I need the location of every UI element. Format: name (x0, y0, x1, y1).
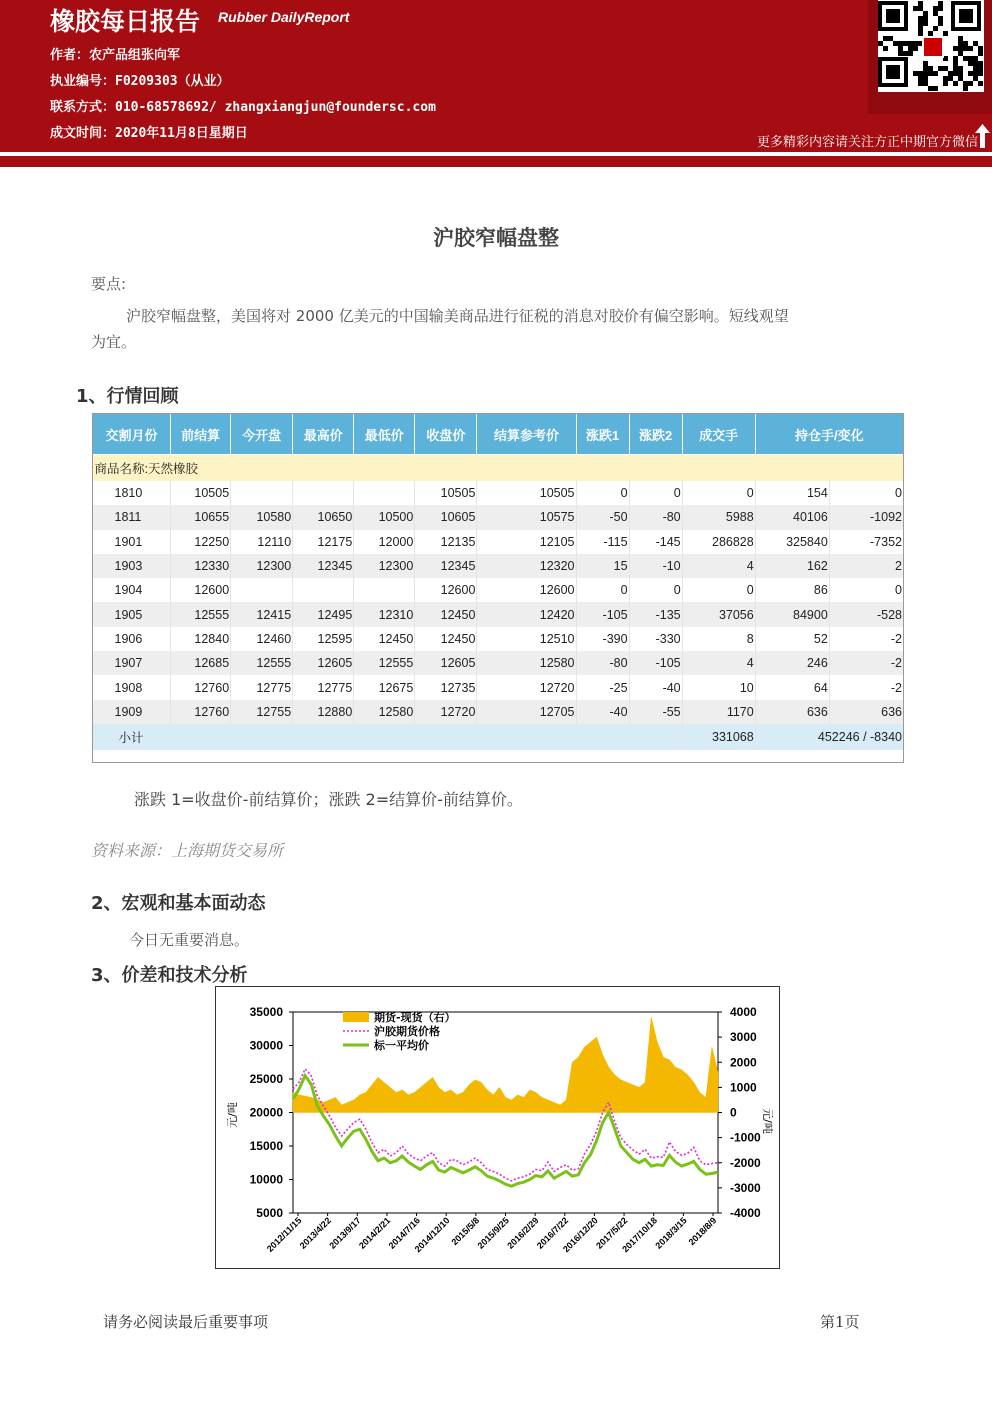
y2-tick-label: -2000 (730, 1155, 761, 1170)
table-cell: 4 (682, 651, 755, 675)
section-2-heading: 2、宏观和基本面动态 (91, 893, 266, 914)
table-cell: 12105 (477, 530, 576, 554)
table-cell: 12135 (415, 530, 477, 554)
chart-svg (216, 987, 779, 1268)
legend-label-spot: 标一平均价 (374, 1039, 429, 1052)
table-cell: 12595 (293, 627, 354, 651)
arrow-up-icon (975, 124, 990, 148)
table-cell: 0 (682, 481, 755, 505)
table-cell: 12840 (171, 627, 231, 651)
table-cell: 1909 (93, 700, 171, 724)
table-cell: 10505 (415, 481, 477, 505)
table-cell: 0 (576, 481, 629, 505)
spread-chart (215, 986, 780, 1269)
table-cell: 12555 (354, 651, 415, 675)
table-row (93, 627, 904, 651)
table-cell: 12605 (415, 651, 477, 675)
y-tick-label: 35000 (249, 1005, 283, 1019)
y-tick-label: 30000 (249, 1038, 283, 1053)
y-tick-label: 25000 (249, 1072, 283, 1086)
y-tick-label: 10000 (249, 1172, 283, 1187)
table-cell: 12300 (354, 554, 415, 578)
license-line: 执业编号：F0209303（从业） (50, 74, 230, 89)
table-cell: 0 (829, 481, 903, 505)
subtotal-row (93, 724, 904, 750)
table-cell: 52 (755, 627, 829, 651)
table-cell: -330 (629, 627, 682, 651)
x-tick-label: 2013/9/17 (327, 1215, 363, 1251)
subtotal-label: 小计 (93, 724, 683, 750)
table-cell: 12300 (231, 554, 293, 578)
table-cell: 12600 (171, 578, 231, 602)
table-cell: 12605 (293, 651, 354, 675)
table-cell: 12460 (231, 627, 293, 651)
table-cell: -2 (829, 627, 903, 651)
table-cell: 10650 (293, 505, 354, 529)
table-cell: 12310 (354, 602, 415, 626)
x-tick-label: 2014/2/21 (356, 1215, 393, 1251)
table-cell: -145 (629, 530, 682, 554)
table-cell: 154 (755, 481, 829, 505)
table-cell: 40106 (755, 505, 829, 529)
y2-tick-label: 0 (730, 1105, 737, 1120)
y2-tick-label: -1000 (730, 1130, 761, 1145)
table-row (93, 530, 904, 554)
table-cell: 12555 (231, 651, 293, 675)
footer-disclaimer: 请务必阅读最后重要事项 (103, 1313, 269, 1331)
author-line: 作者：农产品组张向军 (50, 48, 181, 63)
table-cell: 1903 (93, 554, 171, 578)
summary-line-1: 沪胶窄幅盘整，美国将对 2000 亿美元的中国输美商品进行征税的消息对胶价有偏空影响。短线观望 (126, 307, 789, 325)
table-row (93, 675, 904, 699)
col-header: 交割月份 (93, 414, 171, 455)
table-cell: 1905 (93, 602, 171, 626)
table-cell: 12580 (354, 700, 415, 724)
table-cell: 12420 (477, 602, 576, 626)
table-cell: 10605 (415, 505, 477, 529)
report-title-en: Rubber DailyReport (218, 9, 350, 25)
table-cell: 12775 (293, 675, 354, 699)
table-cell: 1906 (93, 627, 171, 651)
y-tick-label: 15000 (249, 1139, 283, 1153)
table-row (93, 700, 904, 724)
table-cell: 636 (829, 700, 903, 724)
table-cell: 10505 (171, 481, 231, 505)
table-cell: -105 (629, 651, 682, 675)
table-cell: 12760 (171, 675, 231, 699)
table-cell: -2 (829, 675, 903, 699)
table-cell: 12735 (415, 675, 477, 699)
col-header: 最高价 (293, 414, 354, 455)
y-tick-label: 5000 (256, 1206, 283, 1220)
table-cell: 636 (755, 700, 829, 724)
table-cell: 8 (682, 627, 755, 651)
table-cell: 246 (755, 651, 829, 675)
table-cell: 1904 (93, 578, 171, 602)
x-tick-label: 2017/10/18 (620, 1215, 660, 1255)
table-cell: 286828 (682, 530, 755, 554)
change-definition-note: 涨跌 1=收盘价-前结算价；涨跌 2=结算价-前结算价。 (134, 790, 523, 809)
table-cell: 10655 (171, 505, 231, 529)
table-cell: 12580 (477, 651, 576, 675)
x-tick-label: 2012/11/15 (264, 1215, 304, 1254)
qr-code-icon[interactable] (878, 0, 984, 92)
col-header: 今开盘 (231, 414, 293, 455)
table-cell: 12345 (415, 554, 477, 578)
x-tick-label: 2016/7/22 (534, 1215, 571, 1251)
table-cell: 10575 (477, 505, 576, 529)
y2-axis-label: 元/吨 (761, 1108, 774, 1134)
table-cell: 325840 (755, 530, 829, 554)
table-cell: 12760 (171, 700, 231, 724)
table-cell: 1901 (93, 530, 171, 554)
table-cell: -115 (576, 530, 629, 554)
y2-tick-label: -3000 (730, 1180, 761, 1195)
table-cell: 2 (829, 554, 903, 578)
table-cell: -1092 (829, 505, 903, 529)
col-header: 收盘价 (415, 414, 477, 455)
x-tick-label: 2018/8/9 (686, 1215, 719, 1248)
y2-tick-label: 3000 (730, 1030, 757, 1045)
table-cell: -80 (576, 651, 629, 675)
table-cell: 12495 (293, 602, 354, 626)
y2-tick-label: 4000 (730, 1005, 757, 1019)
col-header: 前结算 (171, 414, 231, 455)
table-cell: 10505 (477, 481, 576, 505)
table-cell: 12675 (354, 675, 415, 699)
table-cell (354, 481, 415, 505)
x-tick-label: 2014/12/10 (412, 1215, 452, 1255)
table-cell (231, 578, 293, 602)
section-3-heading: 3、价差和技术分析 (91, 965, 248, 986)
contact-line: 联系方式：010-68578692/ zhangxiangjun@foundersc.com (50, 100, 436, 115)
table-cell: 12345 (293, 554, 354, 578)
table-cell: -2 (829, 651, 903, 675)
table-cell: 12450 (354, 627, 415, 651)
table-cell: -25 (576, 675, 629, 699)
table-cell: 0 (682, 578, 755, 602)
x-tick-label: 2016/2/29 (505, 1215, 541, 1251)
table-cell: -55 (629, 700, 682, 724)
col-header: 持仓手/变化 (755, 414, 903, 455)
col-header: 成交手 (682, 414, 755, 455)
table-row (93, 481, 904, 505)
table-cell: 10500 (354, 505, 415, 529)
x-tick-label: 2015/9/25 (475, 1215, 511, 1251)
table-cell: 12320 (477, 554, 576, 578)
table-cell: 5988 (682, 505, 755, 529)
table-cell: 4 (682, 554, 755, 578)
x-tick-label: 2018/3/15 (653, 1215, 689, 1251)
subtotal-open-interest: 452246 / -8340 (755, 724, 903, 750)
legend-label-futures: 沪胶期货价格 (374, 1025, 440, 1038)
table-cell: -80 (629, 505, 682, 529)
table-cell: 12175 (293, 530, 354, 554)
table-cell: 15 (576, 554, 629, 578)
table-cell: 12450 (415, 627, 477, 651)
table-cell: 12415 (231, 602, 293, 626)
summary-line-2: 为宜。 (91, 333, 137, 351)
table-cell: 12555 (171, 602, 231, 626)
table-row (93, 651, 904, 675)
table-cell: 0 (629, 481, 682, 505)
table-cell: 84900 (755, 602, 829, 626)
table-cell (231, 481, 293, 505)
table-cell: 162 (755, 554, 829, 578)
x-tick-label: 2015/5/8 (449, 1215, 482, 1248)
table-cell: 12450 (415, 602, 477, 626)
table-row (93, 578, 904, 602)
y2-tick-label: 1000 (730, 1080, 757, 1095)
table-cell: -40 (576, 700, 629, 724)
y2-tick-label: 2000 (730, 1055, 757, 1070)
table-cell: 1907 (93, 651, 171, 675)
table-cell: 12510 (477, 627, 576, 651)
table-cell: 12755 (231, 700, 293, 724)
table-cell: -50 (576, 505, 629, 529)
data-source: 资料来源：上海期货交易所 (91, 841, 284, 860)
table-cell: 0 (829, 578, 903, 602)
table-cell: 1811 (93, 505, 171, 529)
table-cell: -105 (576, 602, 629, 626)
table-cell: 12880 (293, 700, 354, 724)
table-cell: 0 (576, 578, 629, 602)
col-header: 涨跌1 (576, 414, 629, 455)
header-bottom-bar (0, 156, 992, 167)
product-row (93, 455, 904, 482)
report-title-cn: 橡胶每日报告 (50, 7, 201, 36)
table-cell: -10 (629, 554, 682, 578)
page-number: 第1页 (820, 1313, 860, 1331)
legend-label-basis: 期货-现货（右） (374, 1011, 456, 1024)
table-cell: -528 (829, 602, 903, 626)
table-cell (293, 481, 354, 505)
table-cell: 1810 (93, 481, 171, 505)
table-cell (293, 578, 354, 602)
table-cell: -7352 (829, 530, 903, 554)
table-cell: 64 (755, 675, 829, 699)
x-tick-label: 2013/4/22 (297, 1215, 334, 1251)
col-header: 结算参考价 (477, 414, 576, 455)
table-cell: -390 (576, 627, 629, 651)
col-header: 涨跌2 (629, 414, 682, 455)
x-tick-label: 2014/7/16 (386, 1215, 422, 1251)
subtotal-volume: 331068 (682, 724, 755, 750)
table-header-row (93, 414, 904, 455)
table-cell (354, 578, 415, 602)
table-cell: 12330 (171, 554, 231, 578)
table-row (93, 505, 904, 529)
table-cell: 10580 (231, 505, 293, 529)
y-axis-label: 元/吨 (226, 1102, 239, 1128)
table-cell: 12775 (231, 675, 293, 699)
table-row (93, 554, 904, 578)
table-cell: 37056 (682, 602, 755, 626)
table-cell: 0 (629, 578, 682, 602)
legend-swatch-basis (343, 1012, 369, 1022)
table-cell: -135 (629, 602, 682, 626)
x-tick-label: 2016/12/20 (560, 1215, 600, 1255)
table-cell: 12600 (415, 578, 477, 602)
table-cell: 10 (682, 675, 755, 699)
table-row (93, 602, 904, 626)
table-cell: 12600 (477, 578, 576, 602)
market-table (92, 413, 904, 750)
table-cell: 12250 (171, 530, 231, 554)
y2-tick-label: -4000 (730, 1206, 761, 1220)
table-cell: -40 (629, 675, 682, 699)
key-points-label: 要点: (91, 275, 127, 293)
table-cell: 1908 (93, 675, 171, 699)
col-header: 最低价 (354, 414, 415, 455)
date-line: 成文时间：2020年11月8日星期日 (50, 126, 248, 141)
table-cell: 12720 (477, 675, 576, 699)
table-cell: 1170 (682, 700, 755, 724)
table-cell: 12705 (477, 700, 576, 724)
section-1-heading: 1、行情回顾 (76, 386, 179, 407)
section-2-text: 今日无重要消息。 (129, 931, 250, 949)
product-name: 商品名称:天然橡胶 (93, 455, 904, 482)
report-header (0, 0, 992, 152)
table-cell: 12720 (415, 700, 477, 724)
table-cell: 12110 (231, 530, 293, 554)
x-tick-label: 2017/5/22 (594, 1215, 630, 1251)
table-cell: 12685 (171, 651, 231, 675)
table-cell: 12000 (354, 530, 415, 554)
page-title: 沪胶窄幅盘整 (433, 226, 559, 250)
table-cell: 86 (755, 578, 829, 602)
follow-wechat-text: 更多精彩内容请关注方正中期官方微信 (756, 135, 978, 150)
y-tick-label: 20000 (249, 1105, 283, 1120)
